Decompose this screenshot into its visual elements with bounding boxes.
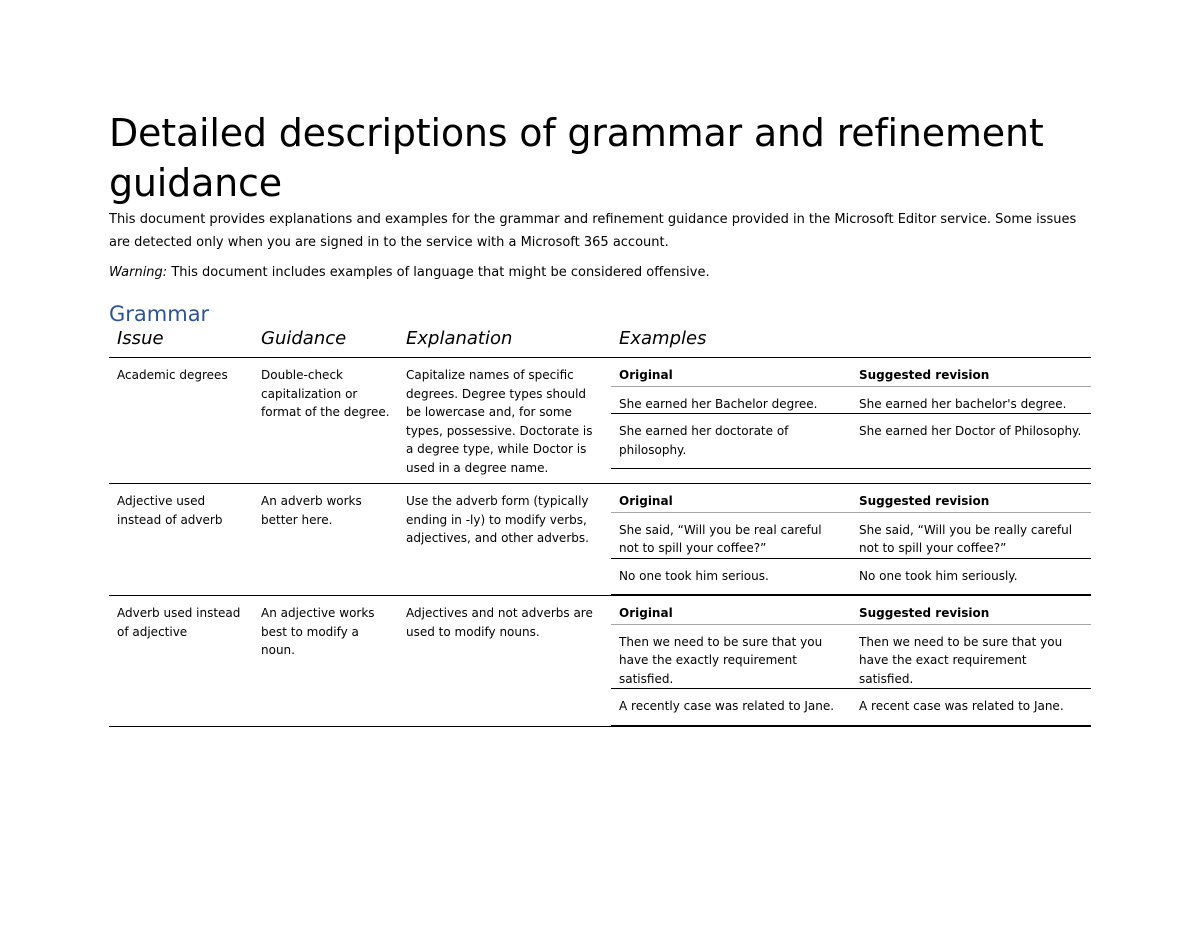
examples-table [611, 596, 1091, 726]
example-original: She said, “Will you be real careful not to spill your coffee?” [611, 512, 851, 558]
example-revision: She earned her Doctor of Philosophy. [851, 414, 1091, 469]
example-revision: A recent case was related to Jane. [851, 689, 1091, 726]
example-revision: Then we need to be sure that you have the exact requirement satisfied. [851, 624, 1091, 689]
intro-paragraph: This document provides explanations and examples for the grammar and refinement guidance provided in the Microsoft Editor service. Some issues are detected only when you are signed in to the service with a Microsoft 365 account. [109, 212, 1077, 250]
examples-cell [611, 358, 1091, 484]
warning-paragraph [109, 263, 1091, 283]
examples-header-original: Original [611, 358, 851, 386]
column-header-guidance: Guidance [253, 327, 398, 358]
document-page [109, 108, 1091, 727]
examples-header-row [611, 596, 1091, 624]
example-original: A recently case was related to Jane. [611, 689, 851, 726]
examples-header-row [611, 484, 1091, 512]
examples-cell [611, 484, 1091, 596]
section-heading-grammar: Grammar [109, 302, 210, 326]
guidance-cell: Double-check capitalization or format of the degree. [253, 358, 398, 484]
issue-cell: Academic degrees [109, 358, 253, 484]
example-row [611, 558, 1091, 595]
guidance-cell: An adjective works best to modify a noun. [253, 596, 398, 727]
table-row [109, 358, 1091, 484]
example-row [611, 624, 1091, 689]
example-original: No one took him serious. [611, 558, 851, 595]
table-row [109, 596, 1091, 727]
example-row [611, 689, 1091, 726]
example-revision: No one took him seriously. [851, 558, 1091, 595]
examples-header-revision: Suggested revision [851, 358, 1091, 386]
example-revision: She said, “Will you be really careful not to spill your coffee?” [851, 512, 1091, 558]
warning-text: This document includes examples of language that might be considered offensive. [171, 265, 710, 280]
column-header-issue: Issue [109, 327, 253, 358]
document-title: Detailed descriptions of grammar and refinement guidance [109, 111, 1044, 205]
guidance-table [109, 327, 1091, 727]
table-row [109, 484, 1091, 596]
examples-table [611, 358, 1091, 469]
explanation-cell: Capitalize names of specific degrees. Degree types should be lowercase and, for some types, possessive. Doctorate is a degree type, while Doctor is used in a degree name. [398, 358, 611, 484]
issue-cell: Adjective used instead of adverb [109, 484, 253, 596]
example-original: Then we need to be sure that you have the exactly requirement satisfied. [611, 624, 851, 689]
guidance-cell: An adverb works better here. [253, 484, 398, 596]
examples-header-row [611, 358, 1091, 386]
issue-cell: Adverb used instead of adjective [109, 596, 253, 727]
example-revision: She earned her bachelor's degree. [851, 386, 1091, 414]
explanation-cell: Use the adverb form (typically ending in -ly) to modify verbs, adjectives, and other adverbs. [398, 484, 611, 596]
example-original: She earned her Bachelor degree. [611, 386, 851, 414]
explanation-cell: Adjectives and not adverbs are used to modify nouns. [398, 596, 611, 727]
warning-label: Warning: [109, 265, 168, 280]
example-row [611, 386, 1091, 414]
example-original: She earned her doctorate of philosophy. [611, 414, 851, 469]
column-header-examples: Examples [611, 327, 1091, 358]
examples-table [611, 484, 1091, 595]
example-row [611, 512, 1091, 558]
column-header-explanation: Explanation [398, 327, 611, 358]
example-row [611, 414, 1091, 469]
examples-header-original: Original [611, 596, 851, 624]
examples-cell [611, 596, 1091, 727]
examples-header-revision: Suggested revision [851, 596, 1091, 624]
table-header-row [109, 327, 1091, 358]
examples-header-original: Original [611, 484, 851, 512]
examples-header-revision: Suggested revision [851, 484, 1091, 512]
